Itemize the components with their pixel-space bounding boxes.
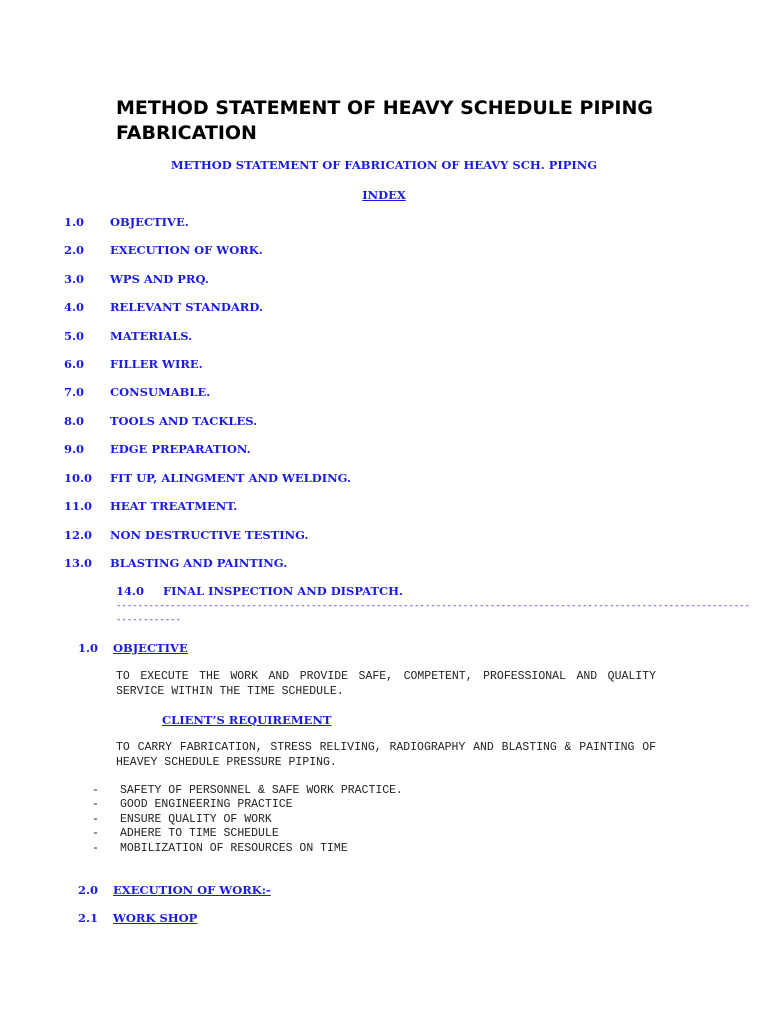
toc-label: NON DESTRUCTIVE TESTING.	[110, 528, 309, 542]
toc-label: OBJECTIVE.	[110, 215, 189, 229]
toc-number: 2.0	[64, 243, 85, 257]
toc-number: 10.0	[64, 471, 93, 485]
toc-label: HEAT TREATMENT.	[110, 499, 238, 513]
bullet-dash: -	[92, 812, 99, 826]
document-title: METHOD STATEMENT OF HEAVY SCHEDULE PIPING FABRICATION	[116, 97, 654, 144]
index-heading: INDEX	[362, 188, 406, 202]
toc-label: WPS AND PRQ.	[110, 272, 209, 286]
toc-number: 3.0	[64, 272, 85, 286]
list-item-text: ENSURE QUALITY OF WORK	[120, 812, 272, 826]
separator-line: ------------	[116, 615, 182, 625]
toc-number: 7.0	[64, 385, 85, 399]
section-number: 2.1	[78, 911, 99, 925]
bullet-dash: -	[92, 784, 99, 797]
client-requirement-heading: CLIENT’S REQUIREMENT	[162, 713, 332, 727]
toc-label: RELEVANT STANDARD.	[110, 300, 263, 314]
toc-label: MATERIALS.	[110, 329, 193, 343]
toc-label: EXECUTION OF WORK.	[110, 243, 263, 257]
list-item-text: SAFETY OF PERSONNEL & SAFE WORK PRACTICE.	[120, 784, 403, 797]
toc-number: 14.0	[116, 584, 145, 598]
section-number: 1.0	[78, 641, 99, 655]
toc-number: 13.0	[64, 556, 93, 570]
toc-number: 1.0	[64, 215, 85, 229]
toc-number: 11.0	[64, 499, 93, 513]
toc-number: 4.0	[64, 300, 85, 314]
toc-number: 9.0	[64, 442, 85, 456]
separator-line: ---------------------------------------------------------------------------------------------------------------------	[116, 601, 750, 611]
toc-number: 8.0	[64, 414, 85, 428]
bullet-dash: -	[92, 798, 99, 812]
toc-label: TOOLS AND TACKLES.	[110, 414, 258, 428]
list-item-text: ADHERE TO TIME SCHEDULE	[120, 827, 279, 841]
toc-number: 6.0	[64, 357, 85, 371]
list-item-text: MOBILIZATION OF RESOURCES ON TIME	[120, 841, 348, 855]
toc-label: CONSUMABLE.	[110, 385, 211, 399]
list-item-text: GOOD ENGINEERING PRACTICE	[120, 798, 293, 812]
toc-number: 5.0	[64, 329, 85, 343]
toc-label: EDGE PREPARATION.	[110, 442, 251, 456]
toc-label: FIT UP, ALINGMENT AND WELDING.	[110, 471, 352, 485]
section-title: EXECUTION OF WORK:-	[113, 883, 271, 897]
toc-label: FINAL INSPECTION AND DISPATCH.	[163, 584, 404, 598]
objective-paragraph: TO EXECUTE THE WORK AND PROVIDE SAFE, COMPETENT, PROFESSIONAL AND QUALITY SERVICE WITHIN THE TIME SCHEDULE.	[116, 670, 656, 698]
bullet-dash: -	[92, 841, 99, 855]
toc-label: FILLER WIRE.	[110, 357, 203, 371]
section-number: 2.0	[78, 883, 99, 897]
toc-label: BLASTING AND PAINTING.	[110, 556, 288, 570]
toc-number: 12.0	[64, 528, 93, 542]
bullet-dash: -	[92, 827, 99, 841]
section-title: OBJECTIVE	[113, 641, 188, 655]
section-title: WORK SHOP	[113, 911, 198, 925]
client-requirement-paragraph: TO CARRY FABRICATION, STRESS RELIVING, RADIOGRAPHY AND BLASTING & PAINTING OF HEAVEY SCHEDULE PRESSURE PIPING.	[116, 741, 656, 769]
document-subtitle: METHOD STATEMENT OF FABRICATION OF HEAVY SCH. PIPING	[170, 158, 598, 172]
